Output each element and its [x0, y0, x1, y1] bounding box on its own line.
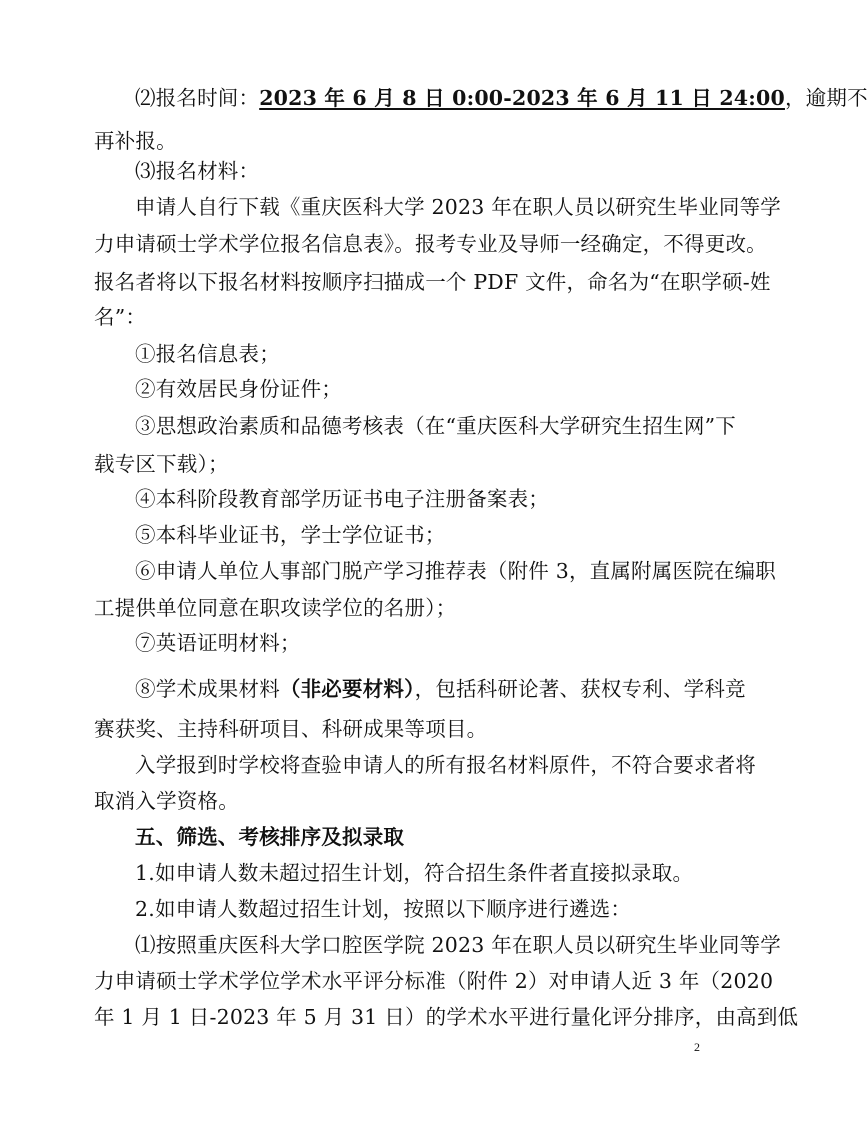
section5-p3-line-1: ⑴按照重庆医科大学口腔医学院 2023 年在职人员以研究生毕业同等学: [135, 933, 782, 957]
intro-line-4: 名”：: [94, 305, 147, 329]
material-item-3-cont: 载专区下载）；: [94, 452, 229, 476]
section5-p2: 2.如申请人数超过招生计划，按照以下顺序进行遴选：: [135, 897, 632, 921]
material-item-1: ①报名信息表；: [135, 342, 280, 366]
material-item-4: ④本科阶段教育部学历证书电子注册备案表；: [135, 487, 549, 511]
verify-line-1: 入学报到时学校将查验申请人的所有报名材料原件，不符合要求者将: [135, 753, 756, 777]
item8-optional-note: （非必要材料）: [279, 677, 415, 701]
item8-prefix: ⑧学术成果材料: [135, 677, 280, 701]
item8-suffix: ，包括科研论著、获权专利、学科竞: [414, 677, 746, 701]
material-item-8-cont: 赛获奖、主持科研项目、科研成果等项目。: [94, 717, 488, 741]
intro-line-2: 力申请硕士学术学位报名信息表》。报考专业及导师一经确定，不得更改。: [94, 232, 767, 256]
registration-time-label: ⑵报名时间：: [135, 86, 260, 110]
intro-line-1: 申请人自行下载《重庆医科大学 2023 年在职人员以研究生毕业同等学: [135, 195, 782, 219]
materials-heading: ⑶报名材料：: [135, 159, 260, 183]
section5-p3-line-2: 力申请硕士学术学位学术水平评分标准（附件 2）对申请人近 3 年（2020: [94, 969, 774, 993]
material-item-3: ③思想政治素质和品德考核表（在“重庆医科大学研究生招生网”下: [135, 414, 736, 438]
section5-p3-line-3: 年 1 月 1 日-2023 年 5 月 31 日）的学术水平进行量化评分排序，由高到低: [94, 1005, 799, 1029]
material-item-2: ②有效居民身份证件；: [135, 377, 342, 401]
section5-p1: 1.如申请人数未超过招生计划，符合招生条件者直接拟录取。: [135, 861, 694, 885]
intro-line-3: 报名者将以下报名材料按顺序扫描成一个 PDF 文件，命名为“在职学硕-姓: [94, 270, 771, 294]
verify-line-2: 取消入学资格。: [94, 789, 239, 813]
material-item-6: ⑥申请人单位人事部门脱产学习推荐表（附件 3，直属附属医院在编职: [135, 559, 776, 583]
material-item-6-cont: 工提供单位同意在职攻读学位的名册）；: [94, 596, 457, 620]
page-number: 2: [694, 1040, 700, 1054]
registration-time-line: [135, 84, 868, 112]
material-item-5: ⑤本科毕业证书，学士学位证书；: [135, 523, 446, 547]
material-item-7: ⑦英语证明材料；: [135, 631, 301, 655]
registration-time-dates: 2023 年 6 月 8 日 0:00-2023 年 6 月 11 日 24:00: [259, 86, 785, 110]
registration-time-suffix: ，逾期不: [784, 86, 868, 110]
registration-time-cont: 再补报。: [94, 129, 177, 153]
material-item-8: [135, 675, 746, 703]
section5-title: 五、筛选、考核排序及拟录取: [135, 825, 405, 849]
